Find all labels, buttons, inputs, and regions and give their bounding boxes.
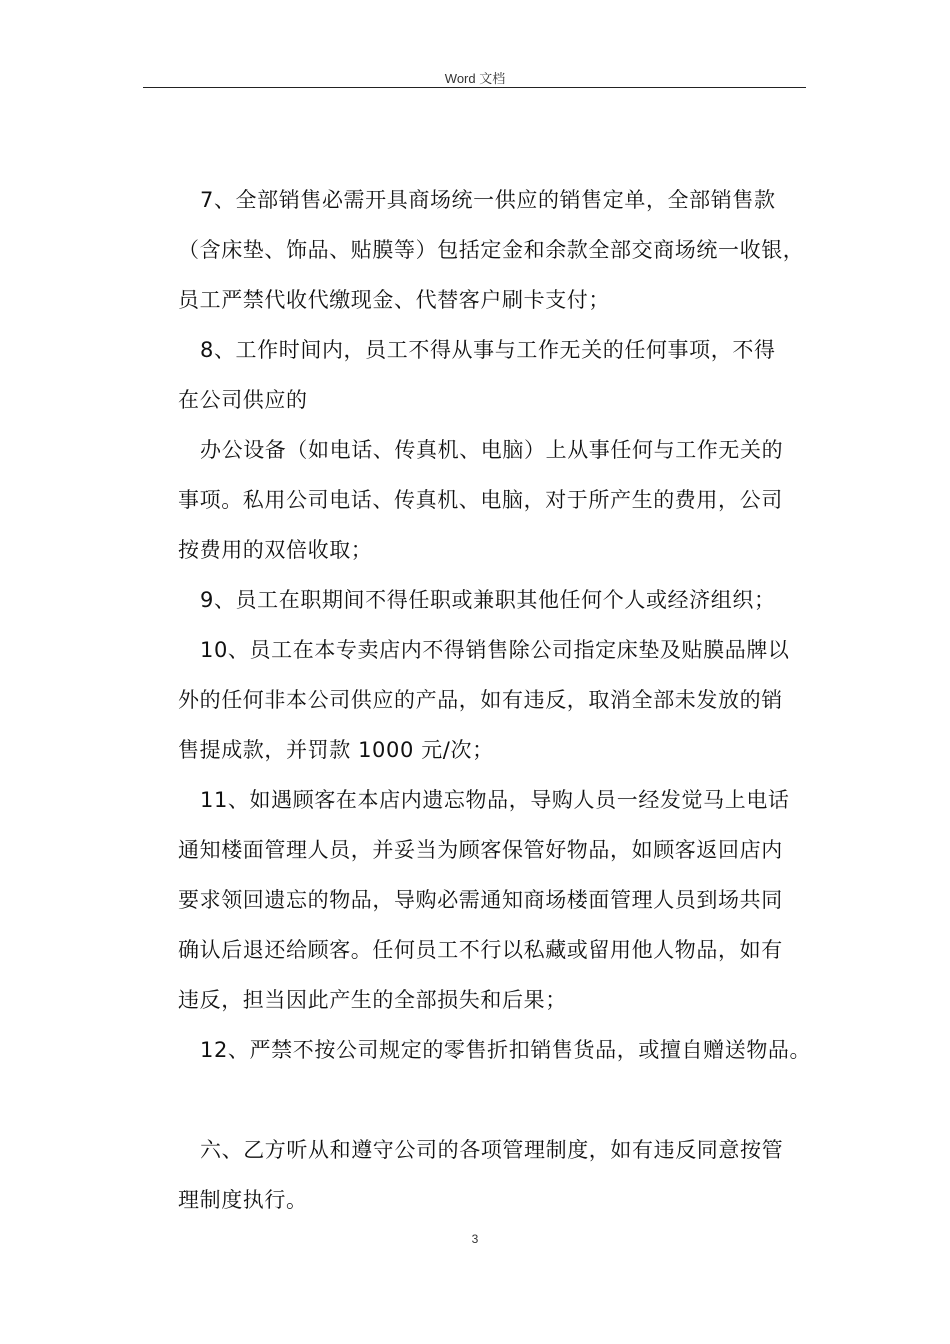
- text-line: 要求领回遗忘的物品，导购必需通知商场楼面管理人员到场共同: [178, 888, 783, 912]
- text-line: 按费用的双倍收取；: [178, 538, 373, 562]
- text-line: 办公设备（如电话、传真机、电脑）上从事任何与工作无关的: [200, 438, 784, 462]
- text-line: 理制度执行。: [178, 1188, 308, 1212]
- page-header-title: Word 文档: [444, 71, 506, 86]
- text-line: 8、工作时间内，员工不得从事与工作无关的任何事项，不得: [200, 338, 776, 362]
- text-line: 通知楼面管理人员，并妥当为顾客保管好物品，如顾客返回店内: [178, 838, 783, 862]
- header-divider: [143, 87, 806, 88]
- text-line: 9、员工在职期间不得任职或兼职其他任何个人或经济组织；: [200, 588, 776, 612]
- text-line: 售提成款，并罚款 1000 元/次；: [178, 738, 494, 762]
- text-line: 10、员工在本专卖店内不得销售除公司指定床垫及贴膜品牌以: [200, 638, 790, 662]
- text-line: 确认后退还给顾客。任何员工不行以私藏或留用他人物品，如有: [178, 938, 783, 962]
- text-line: 员工严禁代收代缴现金、代替客户刷卡支付；: [178, 288, 610, 312]
- text-line: 违反，担当因此产生的全部损失和后果；: [178, 988, 567, 1012]
- text-line: 7、全部销售必需开具商场统一供应的销售定单，全部销售款: [200, 188, 776, 212]
- text-line: 12、严禁不按公司规定的零售折扣销售货品，或擅自赠送物品。: [200, 1038, 812, 1062]
- text-line: 六、乙方听从和遵守公司的各项管理制度，如有违反同意按管: [200, 1138, 784, 1162]
- text-line: 事项。私用公司电话、传真机、电脑，对于所产生的费用，公司: [178, 488, 783, 512]
- text-line: 在公司供应的: [178, 388, 308, 412]
- page-number: 3: [471, 1232, 479, 1246]
- text-line: （含床垫、饰品、贴膜等）包括定金和余款全部交商场统一收银，: [178, 238, 805, 262]
- text-line: 外的任何非本公司供应的产品，如有违反，取消全部未发放的销: [178, 688, 783, 712]
- text-line: 11、如遇顾客在本店内遗忘物品，导购人员一经发觉马上电话: [200, 788, 790, 812]
